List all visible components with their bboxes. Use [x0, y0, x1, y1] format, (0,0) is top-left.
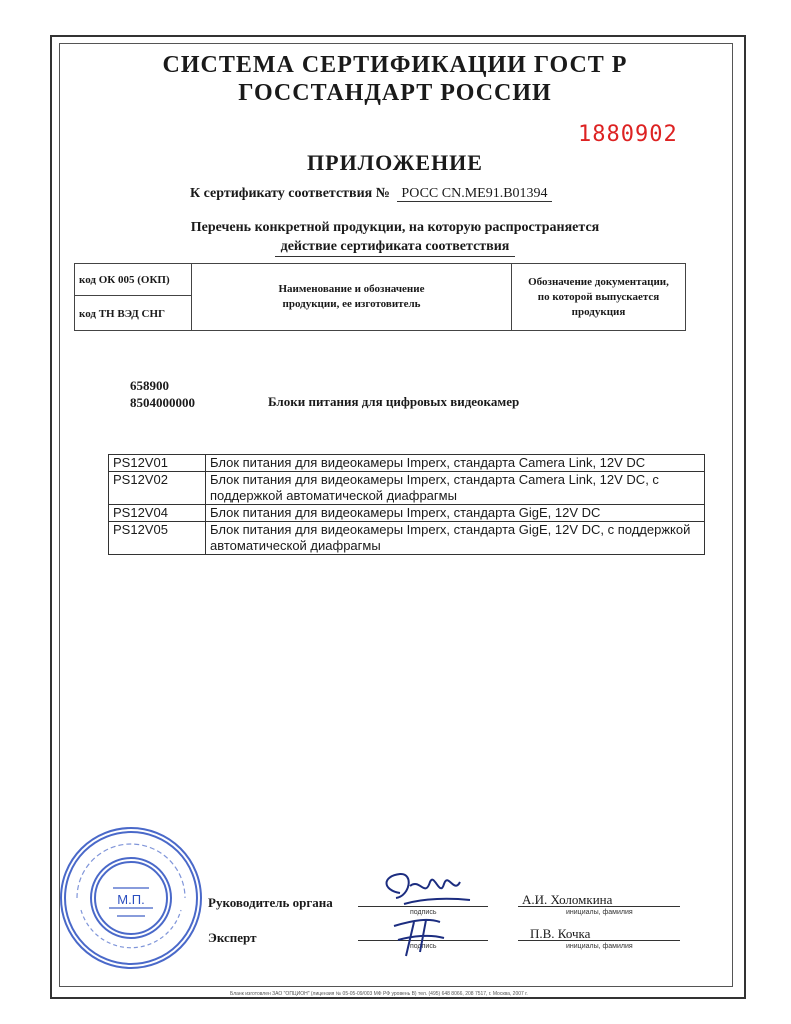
certificate-reference — [190, 186, 552, 202]
expert-name-line — [518, 940, 680, 941]
table-row — [109, 472, 705, 505]
description-cell: Блок питания для видеокамеры Imperx, стандарта GigE, 12V DC, с поддержкой автоматической диафрагмы — [206, 522, 705, 555]
code-column — [75, 264, 192, 330]
description-cell: Блок питания для видеокамеры Imperx, стандарта GigE, 12V DC — [206, 505, 705, 522]
product-group-title: Блоки питания для цифровых видеокамер — [268, 394, 520, 409]
scope-line-2: действие сертификата соответствия — [275, 237, 516, 257]
head-name-line — [518, 906, 680, 907]
seal-mark: М.П. — [117, 892, 145, 907]
certificate-number: РОСС CN.ME91.B01394 — [397, 186, 551, 202]
product-table — [108, 454, 705, 555]
model-cell: PS12V02 — [109, 472, 206, 505]
form-footer: Бланк изготовлен ЗАО "ОПЦИОН" (лицензия № 05-05-09/003 МФ РФ уровень В) тел. (495) 648 8066, 208 7517, г. Москва, 2007 г. — [230, 991, 528, 997]
documentation-header-line-2: по которой выпускается продукция — [537, 290, 660, 318]
certification-seal — [57, 824, 205, 972]
model-cell: PS12V04 — [109, 505, 206, 522]
okp-code-header: код ОК 005 (ОКП) — [75, 264, 191, 296]
documentation-header — [512, 264, 685, 330]
expert-signature-caption: подпись — [410, 943, 437, 950]
agency-title: ГОССТАНДАРТ РОССИИ — [238, 80, 552, 106]
product-name-header-line-2: продукции, ее изготовитель — [282, 298, 421, 310]
head-name-caption: инициалы, фамилия — [566, 909, 633, 916]
head-signature-caption: подпись — [410, 909, 437, 916]
product-name-header-line-1: Наименование и обозначение — [278, 283, 425, 295]
table-row — [109, 505, 705, 522]
tnved-code-header: код ТН ВЭД СНГ — [79, 307, 166, 320]
product-name-header — [192, 264, 512, 330]
expert-name-caption: инициалы, фамилия — [566, 943, 633, 950]
okp-code: 658900 — [130, 378, 169, 393]
description-cell: Блок питания для видеокамеры Imperx, стандарта Camera Link, 12V DC, с поддержкой автоматической диафрагмы — [206, 472, 705, 505]
system-title: СИСТЕМА СЕРТИФИКАЦИИ ГОСТ Р — [162, 52, 628, 78]
scope-statement — [59, 218, 731, 257]
registration-number: 1880902 — [578, 122, 678, 147]
header-table — [74, 263, 686, 331]
head-name: А.И. Холомкина — [522, 892, 613, 907]
product-codes — [130, 377, 195, 411]
head-signature — [370, 868, 480, 918]
table-row — [109, 522, 705, 555]
description-cell: Блок питания для видеокамеры Imperx, стандарта Camera Link, 12V DC — [206, 455, 705, 472]
certificate-label: К сертификату соответствия № — [190, 186, 390, 201]
documentation-header-line-1: Обозначение документации, — [528, 275, 669, 288]
expert-label: Эксперт — [208, 930, 257, 945]
appendix-heading: ПРИЛОЖЕНИЕ — [307, 150, 483, 175]
table-row — [109, 455, 705, 472]
model-cell: PS12V05 — [109, 522, 206, 555]
scope-line-1: Перечень конкретной продукции, на которую распространяется — [190, 220, 600, 235]
tnved-code: 8504000000 — [130, 395, 195, 410]
expert-signature — [384, 912, 454, 962]
expert-name: П.В. Кочка — [530, 926, 591, 941]
model-cell: PS12V01 — [109, 455, 206, 472]
head-of-body-label: Руководитель органа — [208, 895, 333, 910]
